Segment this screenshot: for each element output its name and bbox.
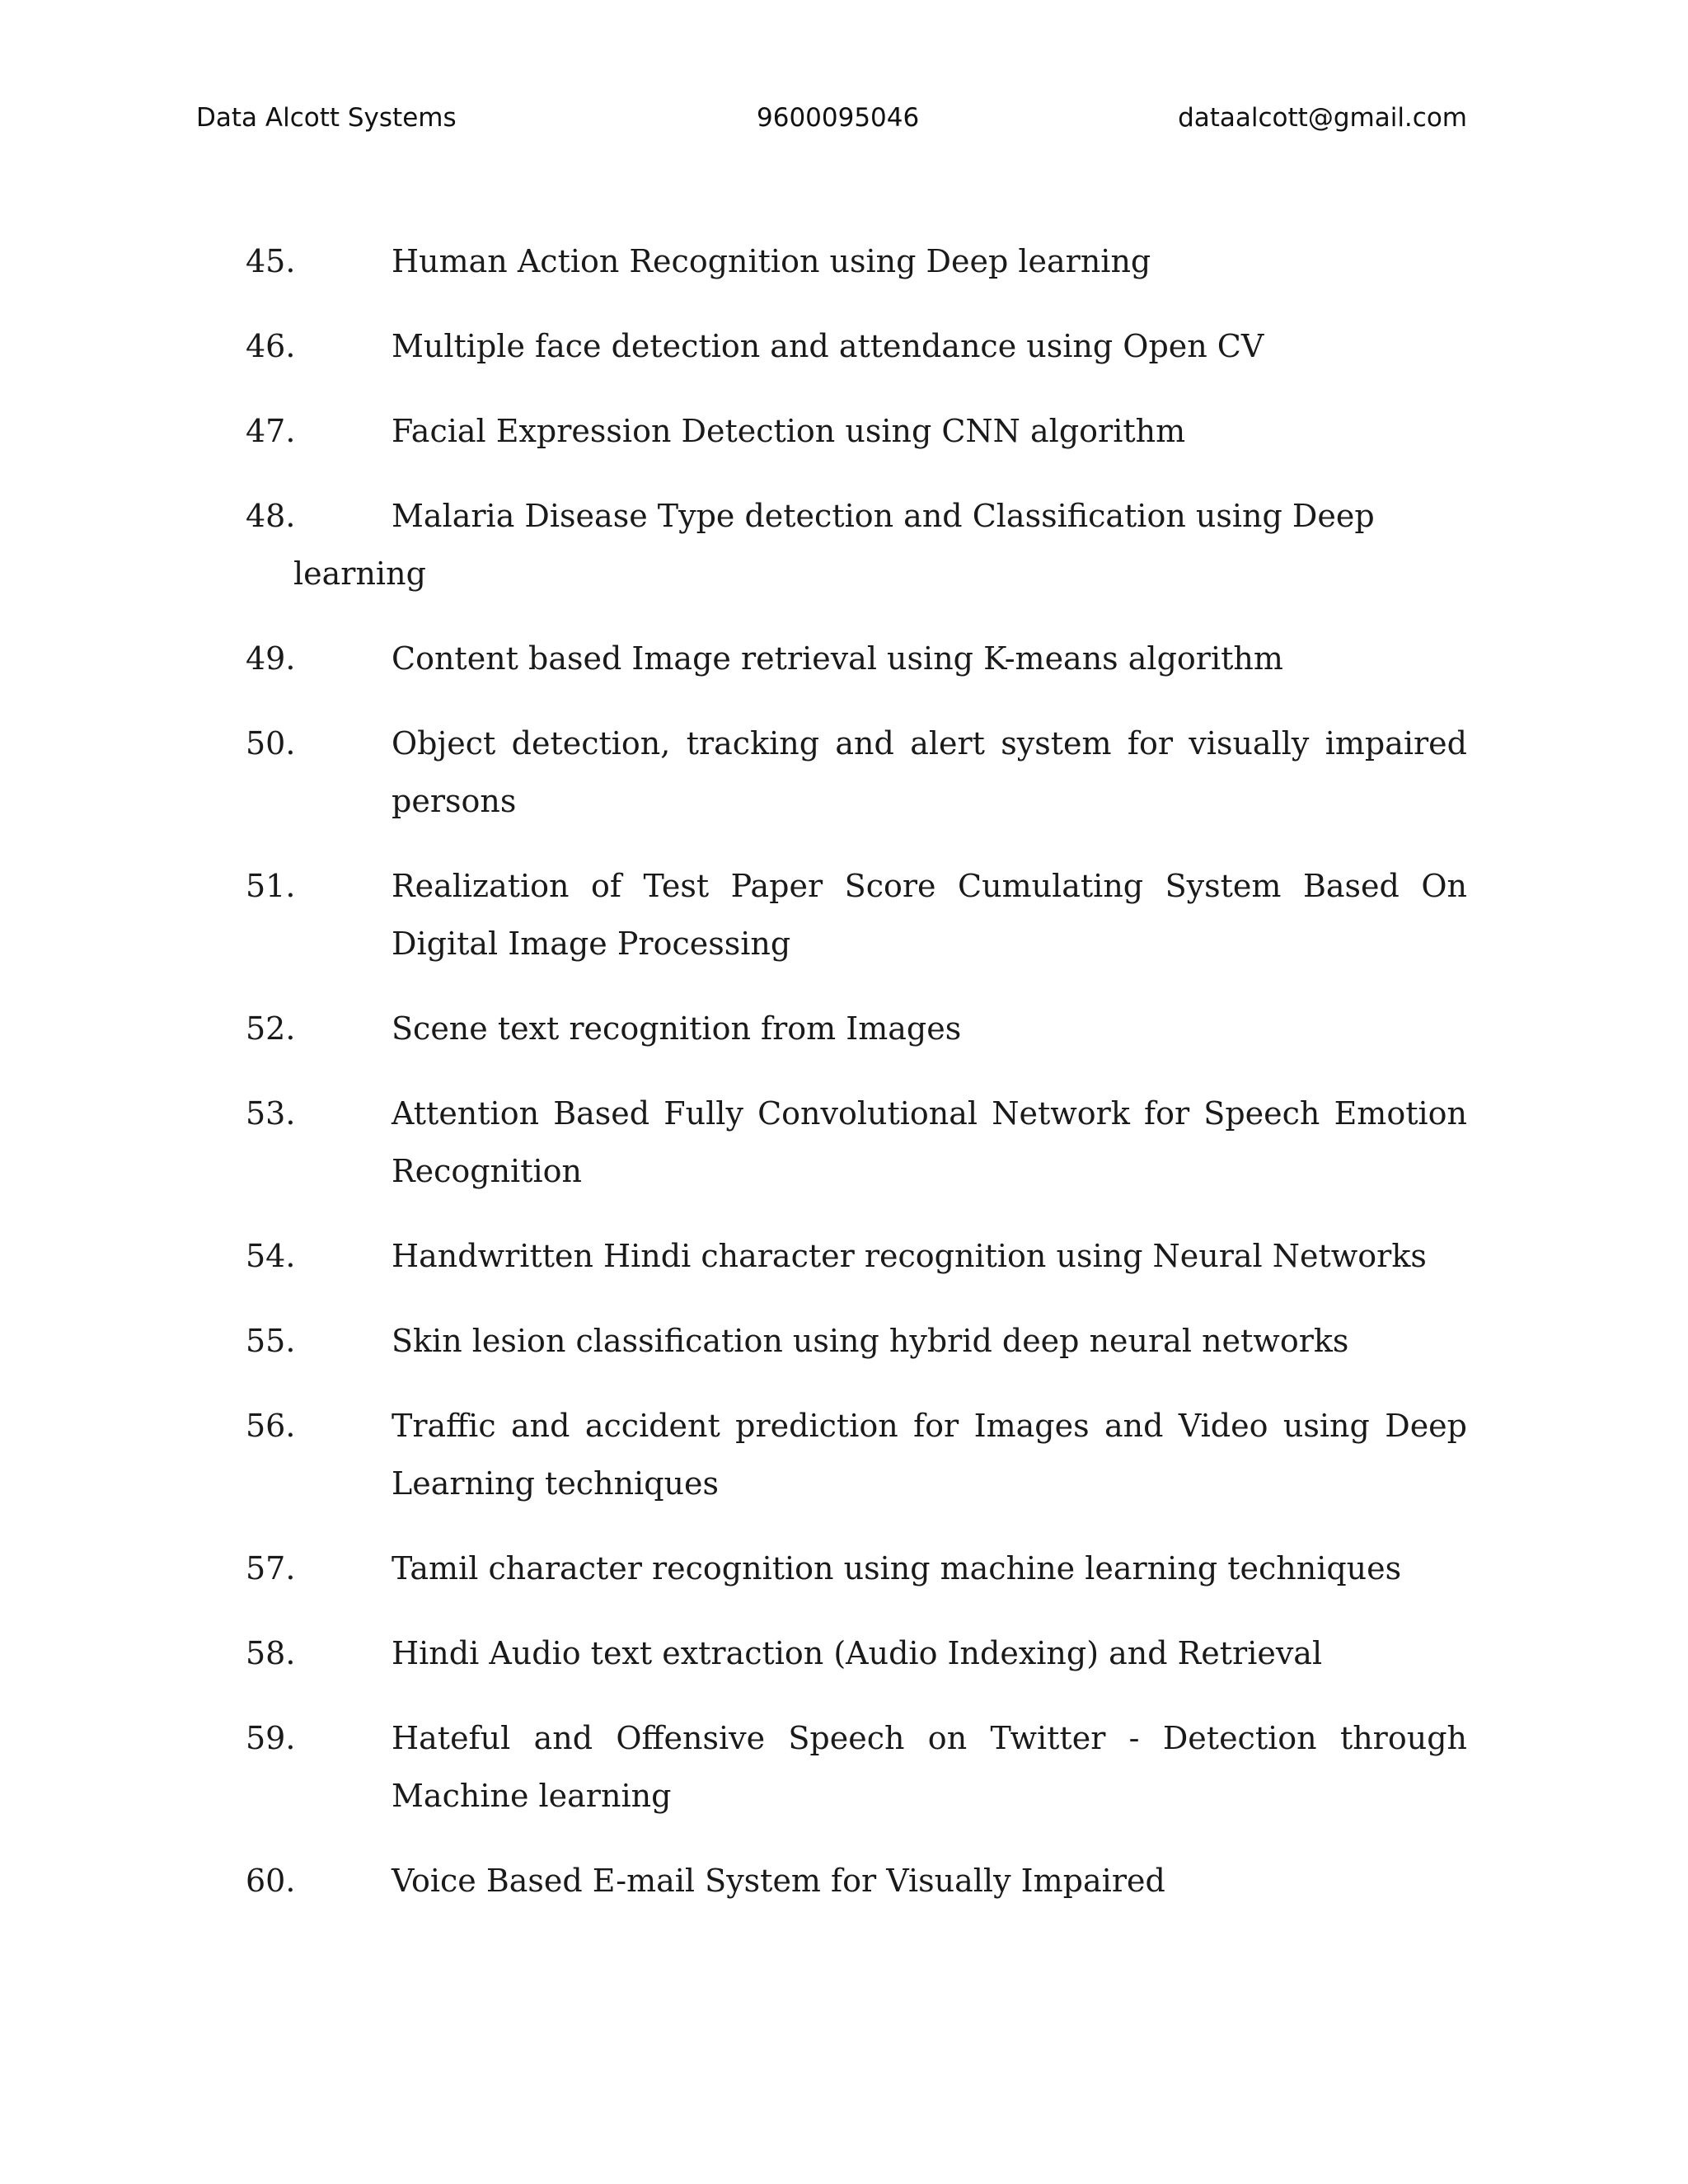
item-title: Hindi Audio text extraction (Audio Indexing) and Retrieval [392, 1635, 1323, 1671]
list-item [246, 1397, 1467, 1512]
item-title: Human Action Recognition using Deep learning [392, 243, 1151, 279]
list-item [246, 1227, 1467, 1285]
project-list [246, 232, 1467, 1937]
item-number: 55. [246, 1323, 296, 1359]
header-phone-number: 9600095046 [757, 103, 920, 133]
list-item [246, 715, 1467, 830]
item-number: 52. [246, 1010, 296, 1047]
item-title: Realization of Test Paper Score Cumulating System Based On Digital Image Processing [392, 868, 1467, 962]
header-email: dataalcott@gmail.com [1178, 103, 1467, 133]
list-item [246, 1709, 1467, 1825]
list-item [246, 232, 1467, 290]
item-number: 53. [246, 1095, 296, 1132]
item-title: Malaria Disease Type detection and Classification using Deep [392, 498, 1375, 534]
item-number: 58. [246, 1635, 296, 1671]
item-number: 56. [246, 1408, 296, 1444]
item-number: 49. [246, 640, 296, 677]
list-item [246, 1085, 1467, 1200]
item-number: 51. [246, 868, 296, 904]
list-item [246, 1312, 1467, 1370]
item-title: Content based Image retrieval using K-means algorithm [392, 640, 1283, 677]
item-number: 60. [246, 1863, 296, 1899]
item-title: Facial Expression Detection using CNN algorithm [392, 413, 1186, 449]
item-title: Multiple face detection and attendance using Open CV [392, 328, 1264, 364]
item-number: 50. [246, 725, 296, 762]
item-title: Object detection, tracking and alert system for visually impaired persons [392, 725, 1467, 819]
item-title: Tamil character recognition using machine learning techniques [392, 1550, 1402, 1586]
page-header [196, 97, 1467, 138]
item-title: Scene text recognition from Images [392, 1010, 962, 1047]
list-item [246, 1540, 1467, 1597]
item-number: 59. [246, 1720, 296, 1756]
item-number: 48. [246, 498, 296, 534]
item-title: Attention Based Fully Convolutional Network for Speech Emotion Recognition [392, 1095, 1467, 1189]
item-title: Voice Based E-mail System for Visually Impaired [392, 1863, 1165, 1899]
item-number: 45. [246, 243, 296, 279]
item-number: 54. [246, 1238, 296, 1274]
list-item [246, 1000, 1467, 1057]
item-number: 47. [246, 413, 296, 449]
item-number: 46. [246, 328, 296, 364]
item-title: Traffic and accident prediction for Images and Video using Deep Learning techniques [392, 1408, 1467, 1502]
item-title: Handwritten Hindi character recognition using Neural Networks [392, 1238, 1427, 1274]
list-item [246, 487, 1467, 602]
list-item [246, 1624, 1467, 1682]
list-item [246, 857, 1467, 972]
item-title: Skin lesion classification using hybrid deep neural networks [392, 1323, 1349, 1359]
item-number: 57. [246, 1550, 296, 1586]
header-company-name: Data Alcott Systems [196, 103, 457, 133]
list-item [246, 1852, 1467, 1910]
list-item [246, 317, 1467, 375]
list-item [246, 402, 1467, 460]
item-title: Hateful and Offensive Speech on Twitter - Detection through Machine learning [392, 1720, 1467, 1814]
list-item [246, 630, 1467, 687]
item-title-continuation: learning [293, 555, 426, 592]
